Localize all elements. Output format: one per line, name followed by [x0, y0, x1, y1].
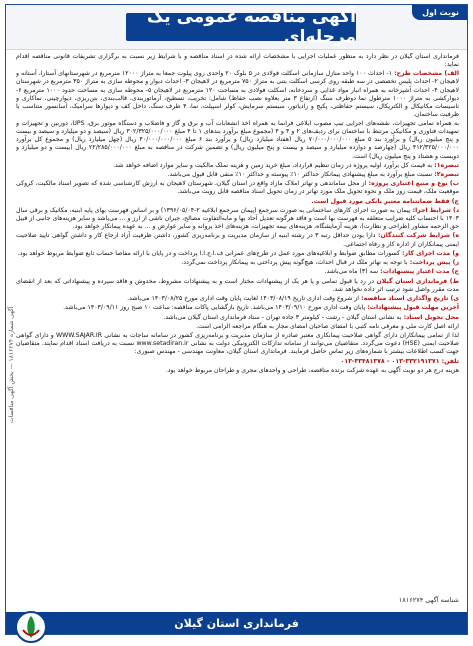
- clause-text: به قیمت کل برآورد اولیه پروژه در زمان تنظیم قرارداد، مبلغ خرید زمین و هزینه تملک مالکیت و سایر موارد اضافه خواهد شد.: [113, 161, 433, 169]
- clause-text: هزینه درج هر دو نوبت آگهی به عهده شرکت برنده مناقصه، طراحی و واحدهای مجری و طراحان مربوط خواهد بود.: [165, 366, 459, 374]
- notice-number: شناسه آگهی ۱۸۱۶۲۷۴: [398, 596, 459, 604]
- organization-bar: [6, 612, 467, 634]
- clause-heading: ی) تاریخ واگذاری اسناد مناقصه:: [358, 295, 459, 303]
- notice-paragraph: [16, 198, 459, 206]
- clause-text: لذا از تمامی پیمانکاران دارای گواهی صلاحیت پیمانکاری معتبر صادره از سازمان مدیریت و برنامه‌ریزی کشور در سامانه ساجات به نشانی WWW.SAJAR.IR و دارای گواهی صلاحیت ایمنی (HSE) دعوت می‌گردد. متقاضیان می‌توانند از سامانه تدارکات الکترونیکی دولت به نشانی www.setadiran.ir نسبت به دریافت اسناد اقدام نمایند. متقاضیان جهت کسب اطلاعات بیشتر با شماره‌های زیر تماس حاصل فرمایند. فرمانداری استان گیلان، معاونت مهندسی - مهندس صبوری:: [16, 332, 459, 356]
- clause-heading: و) مدت اجرای کار:: [399, 249, 459, 257]
- notice-paragraph: [16, 304, 459, 312]
- notice-paragraph: [16, 120, 459, 160]
- notice-paragraph: [16, 232, 459, 248]
- notice-paragraph: [16, 70, 459, 119]
- clause-heading: تبصره۲:: [432, 171, 459, 179]
- notice-paragraph: [16, 323, 459, 331]
- clause-heading: تبصره۱:: [432, 161, 459, 169]
- notice-paragraph: [16, 358, 459, 366]
- notice-header: [6, 5, 467, 50]
- clause-heading: ب) نوع و منبع اعتباری پروژه:: [366, 180, 459, 188]
- notice-footer: [6, 594, 467, 634]
- clause-text: نسبت مبلغ برآورد به مبلغ پیشنهادی پیمانکار حداکثر ۱۰٪ پیوسته و حداکثر ۱۰٪ منفی قابل قبول می‌باشد.: [167, 171, 433, 179]
- notice-body: [16, 53, 459, 588]
- notice-paragraph: [16, 295, 459, 303]
- notice-paragraph: [16, 207, 459, 231]
- notice-frame: [5, 4, 468, 635]
- notice-paragraph: [16, 250, 459, 258]
- notice-title: آگهی مناقصه عمومی یک مرحله‌ای: [126, 13, 356, 41]
- notice-paragraph: [16, 259, 459, 267]
- clause-heading: ه) شرایط شرکت کنندگان:: [375, 232, 459, 240]
- notice-paragraph: [16, 314, 459, 322]
- clause-heading: ط) فرمانداری استان گیلان: [373, 277, 459, 285]
- clause-text: فرمانداری استان گیلان در نظر دارد به منظور عملیات اجرایی با مشخصات ارائه شده در اسناد مناقصه و با شرایط زیر نسبت به برگزاری تشریفات قانونی مناقصه اقدام نماید:: [16, 53, 459, 69]
- emblem-icon: [12, 608, 50, 646]
- clause-heading: الف) مشخصات طرح:: [391, 70, 459, 78]
- clause-heading: محل تحویل اسناد:: [401, 313, 459, 321]
- round-badge: نوبت اول: [412, 5, 467, 20]
- notice-paragraph: [16, 268, 459, 276]
- side-note: آگهی شماره ۱۸۱۶۲۷۴ — بخش آگهی مناقصات: [8, 306, 15, 424]
- clause-text: پایان وقت اداری مورخ ۱۴۰۳/۰۹/۱۰ می‌باشد. تاریخ بازگشایی پاکات مناقصه: ساعت ۱۰ صبح روز ۱۴۰۳/۰۹/۱۱ می‌باشد.: [63, 304, 366, 312]
- clause-text: ۱- احداث ۱۰۰ واحد منازل سازمانی اسکلت فولادی در ۵ بلوک ۲۰ واحدی روی پیلوت جمعا به متراژ ۱۲۰۰۰ مترمربع در شهرستانهای آستارا، آستانه و لاهیجان ۲- احداث پلیس تخصصی در سه طبقه روی کرسی اسکلت بتنی به متراژ ۷۵۰ مترمربع در لاهیجان ۳- احداث دیوار و محوطه سازی به متراژ ۳۵۰ مترمربع در شهرستان لاهیجان ۴- احداث آشپزخانه به همراه انبار مواد غذایی و سردخانه، اسکلت فولادی به مساحت ۱۲۰ مترمربع در لاهیجان ۵- محوطه سازی به مساحت حدود ۱۰۰۰ مترمربع ۶- دیوارکشی به متراژ ۱۰۰۰ مترطول نما دوطرف سنگ (ارتفاع ۳ متر بعلاوه نصب حفاظ) شامل: تخریب، تسطیح، آرماتوربندی، قالب‌بندی، بتن‌ریزی، دیوارچینی، نماکاری و تاسیسات مکانیکال و الکتریکال، سیستم حفاظتی، پکیج و رادیاتور، سیستم سرمایش، کولر اسپیلت، نما، ۴ طرف سنگ، داخل کف و دیوارها سرامیک، آسانسور متناسب با ظرفیت ساختمان.: [16, 70, 459, 118]
- clause-text: کسورات مطابق ضوابط و ابلاغیه‌های مورد عمل در طرح‌های عمرانی ف.ا.ج.ا.ا پرداخت و در پایان با ارائه مفاصا حساب تابع ضوابط مربوط خواهد بود.: [17, 249, 400, 257]
- clause-heading: د) شرایط اجرا:: [410, 207, 459, 214]
- notice-paragraph: [16, 367, 459, 375]
- clause-heading: تلفن: ۳۳۲۱۹۱۳۷۱-۰۱۳ - ۳۳۴۸۱۳۷۸-۰۱۳: [340, 357, 459, 365]
- clause-heading: آخرین مهلت قبول پیشنهادات:: [365, 304, 459, 312]
- clause-heading: ح) مدت اعتبار پیشنهادات:: [378, 268, 459, 276]
- clause-text: پیمان به صورت اجرای کارهای ساختمانی به صورت سرجمع (پیمان سرجمع ابلاغیه ۲-۱۳۹۶/۰۵/۰۴) و بر اساس فهرست بهای پایه ابنیه، مکانیک و برقی سال ۱۴۰۳ با احتساب کلیه ضرایب متعلقه به فهرست بها است و فاقد هرگونه تعدیل آحاد بها و مابه‌التفاوت مصالح، جبران ناشی از ارز و ... می‌باشد و سایر هزینه‌های جانبی از قبیل حق الزحمه مشاور (طراحی و نظارت)، هزینه آزمایشگاه، هزینه‌های بیمه تجهیزات، هزینه‌های اخذ پروانه و سایر عوارض و ... به عهده پیمانکار خواهد بود.: [16, 207, 459, 231]
- clause-text: به همراه تمامی تجهیزات، نقشه‌های اجرایی تیپ مصوب ابلاغی فرانما به همراه اخذ انشعابات آب و برق و گاز و فاضلاب و دستگاه موتور برق، UPS، دوربین و تجهیزات و تمهیدات فناوری و مکانیکی مرتبط با ساختمان برای ردیف‌های ۲ و ۳ و ۴ (مجموع مبلغ برآورد بندهای ۱ تا ۴ مبلغ ۳۰۲/۳۲۵/۰۰۰/۰۰۰ ریال (سیصد و دو میلیارد و سیصد و بیست و پنج میلیون ریال) و برآورد بند ۵ مبلغ ۷۰/۰۰۰/۰۰۰/۰۰۰ ریال (هفتاد میلیارد ریال) و برآورد بند ۶ مبلغ ۴۰/۰۰۰/۰۰۰/۰۰۰ ریال (چهل میلیارد ریال) و مجموع کل برآورد ۴۱۲/۳۲۵/۰۰۰/۰۰۰ ریال (چهارصد و دوازده میلیارد و سیصد و بیست و پنج میلیون ریال) و تضمین شرکت در مناقصه به مبلغ ۲۲/۲۸۵/۰۰۰/۰۰۰ ریال (بیست و دو میلیارد و دویست و هشتاد و پنج میلیون ریال) است.: [16, 120, 459, 160]
- clause-text: با توجه به تهاتر ملک در قبال احداث، هیچ‌گونه پیش پرداختی به پیمانکار پرداخت نمی‌گردد.: [181, 259, 408, 267]
- notice-paragraph: [16, 332, 459, 356]
- clause-text: دارا بودن حداقل رتبه ۳ در رشته ابنیه از سازمان مدیریت و برنامه‌ریزی کشور، داشتن ظرفیت آزاد ارجاع کار و داشتن گواهی تایید صلاحیت ایمنی پیمانکاران از اداره کار و رفاه اجتماعی.: [16, 232, 459, 248]
- clause-text: از شروع وقت اداری تاریخ ۱۴۰۳/۰۸/۱۹ لغایت پایان وقت اداری مورخ ۱۴۰۳/۰۸/۲۵ می‌باشد.: [127, 295, 359, 303]
- notice-paragraph: [16, 53, 459, 69]
- clause-text: به نشانی استان گیلان - رشت - کیلومتر ۳ جاده تهران - ستاد فرمانداری استان گیلان می‌باشد.: [163, 313, 402, 321]
- notice-paragraph: [16, 180, 459, 196]
- notice-paragraph: [16, 162, 459, 170]
- clause-heading: ز) پیش پرداخت:: [407, 259, 459, 267]
- clause-text: سه (۳) ماه می‌باشد.: [324, 268, 379, 276]
- clause-text: در رد یا قبول تمامی و یا هر یک از پیشنهادات مختار است و به پیشنهادات مشروط، مخدوش و فاقد سپرده و پیشنهاداتی که بعد از انقضای مدت مقرر واصل شود ترتیب اثر داده نخواهد شد.: [16, 277, 459, 293]
- notice-paragraph: [16, 278, 459, 294]
- clause-text: ارائه اصل کارت ملی و معرفی نامه کتبی با امضای صاحبان امضای مجاز به هنگام مراجعه الزامی است.: [196, 322, 459, 330]
- clause-text: از محل ساماندهی و تهاتر املاک مازاد واقع در استان گیلان، شهرستان لاهیجان به ارزش کارشناسی شده که تصویر اسناد مالکیت، کروکی موقعیت ملک، قیمت روز ملک و نحوه تحویل ملک مورد تهاتر در زمان تحویل اسناد مناقصه قابل رویت می‌باشد.: [16, 180, 459, 196]
- clause-heading: ج) فقط ضمانتنامه معتبر بانکی مورد قبول است.: [311, 197, 459, 205]
- notice-paragraph: [16, 171, 459, 179]
- organization-name: فرمانداری استان گیلان: [174, 616, 299, 630]
